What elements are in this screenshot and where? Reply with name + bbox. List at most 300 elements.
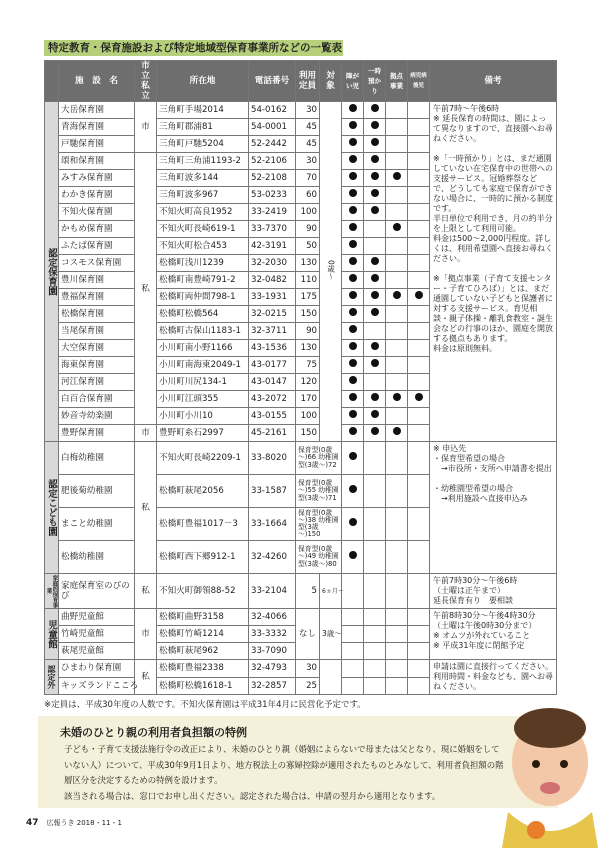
row19-svc-0 (342, 425, 364, 442)
facility-tel: 32-2030 (249, 255, 296, 272)
dot-mark (371, 291, 379, 299)
facility-name: 豊福保育園 (59, 289, 135, 306)
dot-mark (349, 138, 357, 146)
note-jido (430, 609, 557, 660)
facility-tel: 32-4066 (249, 609, 296, 626)
dot-mark (349, 104, 357, 112)
row10-svc-0 (342, 272, 364, 289)
note-other (430, 660, 557, 695)
facility-addr: 松橋町竹崎1214 (157, 626, 249, 643)
table-row (45, 574, 557, 609)
row7-svc-2 (386, 221, 408, 238)
facility-tel: 43-0155 (249, 408, 296, 425)
dot-mark (349, 172, 357, 180)
col-note: 備考 (430, 61, 557, 102)
facility-addr: 小川町小川10 (157, 408, 249, 425)
facility-cap: 30 (296, 153, 320, 170)
facility-tel: 32-0215 (249, 306, 296, 323)
facility-name: 家庭保育室のびのび (59, 574, 135, 609)
note-other-text: 申請は園に直接行ってください。利用時間・料金なども、園へお尋ねください。 (433, 662, 553, 691)
dot-mark (371, 308, 379, 316)
row10-svc-2 (386, 272, 408, 289)
row14-svc-1 (364, 340, 386, 357)
facility-cap: 130 (296, 255, 320, 272)
facility-addr: 不知火町松合453 (157, 238, 249, 255)
note-katei (430, 574, 557, 609)
pub-private: 私 (135, 153, 157, 425)
row8-svc-3 (408, 238, 430, 255)
facility-name: 戸馳保育園 (59, 136, 135, 153)
facility-tel: 32-4260 (249, 541, 296, 574)
dot-mark (349, 518, 357, 526)
facility-tel: 43-2072 (249, 391, 296, 408)
age-range (320, 102, 342, 442)
facility-addr: 松橋町南豊崎791-2 (157, 272, 249, 289)
facility-cap: 45 (296, 119, 320, 136)
facility-addr: 小川町江頭355 (157, 391, 249, 408)
kodomo0-svc-1 (364, 442, 386, 475)
facility-cap: なし (296, 609, 320, 660)
facility-cap: 110 (296, 272, 320, 289)
footnote: ※定員は、平成30年度の人数です。不知火保育園は平成31年4月に民営化予定です。 (44, 700, 366, 710)
facility-tel: 52-2106 (249, 153, 296, 170)
row11-svc-3 (408, 289, 430, 306)
row17-svc-2 (386, 391, 408, 408)
facility-name: 豊野保育園 (59, 425, 135, 442)
facility-cap: 170 (296, 391, 320, 408)
dot-mark (349, 121, 357, 129)
dot-mark (371, 172, 379, 180)
facility-name: 松橋幼稚園 (59, 541, 135, 574)
row17-svc-0 (342, 391, 364, 408)
facility-tel: 33-1587 (249, 475, 296, 508)
row10-svc-3 (408, 272, 430, 289)
facility-cap: 75 (296, 357, 320, 374)
row4-svc-2 (386, 170, 408, 187)
special-p1: 子ども・子育て支援法施行令の改正により、未婚のひとり親（婚姻によらないで母または父となり、現に婚姻をしていない人）について、平成30年9月1日より、地方税法上の寡婦控除が適用されたものとみなして、利用者負担額の階層区分を決定するための特例を設けます。 (64, 744, 504, 785)
facility-cap: 保育型(0歳～)38 幼稚園型(3歳～)150 (296, 508, 342, 541)
facility-cap: 30 (296, 102, 320, 119)
row11-svc-1 (364, 289, 386, 306)
jido2-svc-3 (408, 643, 430, 660)
dot-mark (371, 257, 379, 265)
row1-svc-1 (364, 119, 386, 136)
facility-tel: 32-4793 (249, 660, 296, 678)
kodomo2-svc-2 (386, 508, 408, 541)
facility-tel: 54-0001 (249, 119, 296, 136)
row3-svc-0 (342, 153, 364, 170)
pub-city: 市 (135, 425, 157, 442)
facility-cap: 60 (296, 187, 320, 204)
facility-addr: 不知火町長崎2209-1 (157, 442, 249, 475)
dot-mark (349, 206, 357, 214)
dot-mark (349, 359, 357, 367)
note-kodomo-text: ※ 申込先 ・保育型希望の場合 →市役所・支所へ申請書を提出 ・幼稚園型希望の場合 →利用施設へ直接申込み (433, 444, 552, 503)
facility-name: ひまわり保育園 (59, 660, 135, 678)
pub-private: 私 (135, 442, 157, 574)
row9-svc-3 (408, 255, 430, 272)
facility-tel: 33-1664 (249, 508, 296, 541)
row18-svc-0 (342, 408, 364, 425)
facility-name: 萩尾児童館 (59, 643, 135, 660)
row9-svc-1 (364, 255, 386, 272)
dot-mark (371, 427, 379, 435)
facility-tel: 33-3332 (249, 626, 296, 643)
row1-svc-0 (342, 119, 364, 136)
facility-table (44, 60, 557, 695)
facility-name: 不知火保育園 (59, 204, 135, 221)
dot-mark (349, 551, 357, 559)
kodomo1-svc-3 (408, 475, 430, 508)
dot-mark (349, 485, 357, 493)
dot-mark (393, 223, 401, 231)
facility-cap: 120 (296, 374, 320, 391)
kodomo1-svc-2 (386, 475, 408, 508)
dot-mark (393, 172, 401, 180)
age-range: 3歳～ (320, 609, 342, 660)
katei-svc-1 (364, 574, 386, 609)
facility-name: 当尾保育園 (59, 323, 135, 340)
facility-tel: 33-7370 (249, 221, 296, 238)
dot-mark (349, 223, 357, 231)
facility-name: みすみ保育園 (59, 170, 135, 187)
facility-name: 白梅幼稚園 (59, 442, 135, 475)
row15-svc-2 (386, 357, 408, 374)
dot-mark (393, 291, 401, 299)
facility-addr: 三角町郡浦81 (157, 119, 249, 136)
category-katei: 家庭的保育事業 (45, 574, 58, 608)
facility-addr: 小川町南小野1166 (157, 340, 249, 357)
row18-svc-3 (408, 408, 430, 425)
row6-svc-3 (408, 204, 430, 221)
facility-name: 青海保育園 (59, 119, 135, 136)
facility-cap: 70 (296, 170, 320, 187)
special-title: 未婚のひとり親の利用者負担額の特例 (60, 726, 247, 739)
other1-svc-3 (408, 677, 430, 695)
dot-mark (349, 393, 357, 401)
pub-city: 市 (135, 609, 157, 660)
row12-svc-1 (364, 306, 386, 323)
dot-mark (349, 410, 357, 418)
row6-svc-1 (364, 204, 386, 221)
facility-cap: 130 (296, 340, 320, 357)
facility-cap: 25 (296, 677, 320, 695)
dot-mark (371, 121, 379, 129)
other0-svc-2 (386, 660, 408, 678)
dot-mark (371, 410, 379, 418)
jido0-svc-1 (364, 609, 386, 626)
facility-name: かもめ保育園 (59, 221, 135, 238)
other0-svc-3 (408, 660, 430, 678)
jido1-svc-3 (408, 626, 430, 643)
dot-mark (349, 274, 357, 282)
age-range (320, 660, 342, 695)
facility-name: 頌和保育園 (59, 153, 135, 170)
facility-addr: 松橋町曲野3158 (157, 609, 249, 626)
facility-name: 肥後菊幼稚園 (59, 475, 135, 508)
jido2-svc-2 (386, 643, 408, 660)
row12-svc-3 (408, 306, 430, 323)
pub-private: 私 (135, 660, 157, 695)
facility-name: 海東保育園 (59, 357, 135, 374)
category-jidokan: 児童館 (45, 609, 59, 660)
row1-svc-2 (386, 119, 408, 136)
row7-svc-1 (364, 221, 386, 238)
facility-tel: 52-2442 (249, 136, 296, 153)
jido1-svc-2 (386, 626, 408, 643)
header-row (45, 61, 557, 102)
facility-name: 竹崎児童館 (59, 626, 135, 643)
katei-svc-0 (342, 574, 364, 609)
facility-cap: 45 (296, 136, 320, 153)
col-name: 施 設 名 (59, 61, 135, 102)
facility-name: 豊川保育園 (59, 272, 135, 289)
pub-private: 私 (135, 574, 157, 609)
table-title: 特定教育・保育施設および特定地域型保育事業所などの一覧表 (44, 40, 343, 56)
facility-addr: 豊野町糸石2997 (157, 425, 249, 442)
dot-mark (393, 393, 401, 401)
jido2-svc-0 (342, 643, 364, 660)
kodomo3-svc-3 (408, 541, 430, 574)
jido1-svc-1 (364, 626, 386, 643)
facility-addr: 三角町波多144 (157, 170, 249, 187)
facility-name: 大岳保育園 (59, 102, 135, 119)
row1-svc-3 (408, 119, 430, 136)
row0-svc-2 (386, 102, 408, 119)
facility-addr: 三角町戸馳5204 (157, 136, 249, 153)
row2-svc-0 (342, 136, 364, 153)
row3-svc-2 (386, 153, 408, 170)
facility-addr: 松橋町萩尾2056 (157, 475, 249, 508)
facility-addr: 不知火町長崎619-1 (157, 221, 249, 238)
facility-addr: 松橋町西下郷912-1 (157, 541, 249, 574)
facility-name: わかき保育園 (59, 187, 135, 204)
dot-mark (415, 393, 423, 401)
row8-svc-0 (342, 238, 364, 255)
dot-mark (349, 291, 357, 299)
row16-svc-3 (408, 374, 430, 391)
dot-mark (371, 138, 379, 146)
row8-svc-2 (386, 238, 408, 255)
note-hoikuen (430, 102, 557, 442)
facility-addr: 松橋町松橋564 (157, 306, 249, 323)
facility-tel: 53-0233 (249, 187, 296, 204)
katei-svc-2 (386, 574, 408, 609)
row11-svc-0 (342, 289, 364, 306)
kodomo3-svc-0 (342, 541, 364, 574)
facility-cap: 100 (296, 204, 320, 221)
facility-cap: 175 (296, 289, 320, 306)
row11-svc-2 (386, 289, 408, 306)
row17-svc-1 (364, 391, 386, 408)
row16-svc-0 (342, 374, 364, 391)
other1-svc-1 (364, 677, 386, 695)
facility-name: ふたば保育園 (59, 238, 135, 255)
dot-mark (371, 206, 379, 214)
table-row (45, 660, 557, 678)
facility-cap: 90 (296, 323, 320, 340)
row3-svc-3 (408, 153, 430, 170)
facility-addr: 不知火町御領88-52 (157, 574, 249, 609)
other0-svc-1 (364, 660, 386, 678)
row18-svc-1 (364, 408, 386, 425)
page-number: 47 (26, 818, 39, 828)
facility-name: 白百合保育園 (59, 391, 135, 408)
facility-tel: 33-1931 (249, 289, 296, 306)
facility-tel: 52-2108 (249, 170, 296, 187)
note-katei-text: 午前7時30分～午後6時 （土曜は正午まで） 延長保育有り 要相談 (433, 576, 518, 605)
row13-svc-1 (364, 323, 386, 340)
jido2-svc-1 (364, 643, 386, 660)
row15-svc-0 (342, 357, 364, 374)
dot-mark (349, 325, 357, 333)
row16-svc-2 (386, 374, 408, 391)
issue-label: 広報うき 2018・11・1 (46, 819, 122, 827)
row4-svc-0 (342, 170, 364, 187)
dot-mark (349, 427, 357, 435)
age-label: 6ヵ月～ (322, 587, 344, 595)
facility-addr: 松橋町豊福1017－3 (157, 508, 249, 541)
facility-addr: 松橋町浅川1239 (157, 255, 249, 272)
row4-svc-3 (408, 170, 430, 187)
facility-addr: 松橋町両仲間798-1 (157, 289, 249, 306)
col-age: 対象 (320, 61, 342, 102)
facility-addr: 松橋町萩尾962 (157, 643, 249, 660)
facility-addr: 小川町南海東2049-1 (157, 357, 249, 374)
row2-svc-2 (386, 136, 408, 153)
row14-svc-3 (408, 340, 430, 357)
dot-mark (349, 376, 357, 384)
facility-name: 妙音寺幼楽園 (59, 408, 135, 425)
facility-name: まこと幼稚園 (59, 508, 135, 541)
jido1-svc-0 (342, 626, 364, 643)
row14-svc-0 (342, 340, 364, 357)
baby-illustration (498, 700, 598, 848)
facility-tel: 43-0147 (249, 374, 296, 391)
row5-svc-2 (386, 187, 408, 204)
row5-svc-3 (408, 187, 430, 204)
row15-svc-1 (364, 357, 386, 374)
katei-svc-3 (408, 574, 430, 609)
row12-svc-2 (386, 306, 408, 323)
age-range (320, 574, 342, 609)
kodomo3-svc-2 (386, 541, 408, 574)
row19-svc-2 (386, 425, 408, 442)
kodomo2-svc-3 (408, 508, 430, 541)
kodomo0-svc-3 (408, 442, 430, 475)
row9-svc-0 (342, 255, 364, 272)
jido0-svc-3 (408, 609, 430, 626)
other1-svc-2 (386, 677, 408, 695)
facility-name: 大空保育園 (59, 340, 135, 357)
special-box (38, 716, 558, 808)
table-row (45, 102, 557, 119)
row0-svc-0 (342, 102, 364, 119)
facility-cap: 保育型(0歳～)66 幼稚園型(3歳～)72 (296, 442, 342, 475)
row15-svc-3 (408, 357, 430, 374)
kodomo2-svc-0 (342, 508, 364, 541)
facility-addr: 三角町波多967 (157, 187, 249, 204)
row13-svc-0 (342, 323, 364, 340)
category-hoikuen: 認定保育園 (45, 102, 59, 442)
row19-svc-3 (408, 425, 430, 442)
table-row (45, 609, 557, 626)
facility-name: 曲野児童館 (59, 609, 135, 626)
pub-city: 市 (135, 102, 157, 153)
special-text (64, 742, 504, 804)
dot-mark (349, 308, 357, 316)
row14-svc-2 (386, 340, 408, 357)
facility-addr: 三角町手場2014 (157, 102, 249, 119)
dot-mark (349, 240, 357, 248)
row0-svc-3 (408, 102, 430, 119)
facility-tel: 33-7090 (249, 643, 296, 660)
facility-tel: 32-2857 (249, 677, 296, 695)
facility-name: 松橋保育園 (59, 306, 135, 323)
facility-cap: 5 (296, 574, 320, 609)
row5-svc-1 (364, 187, 386, 204)
facility-name: キッズランドこころ (59, 677, 135, 695)
dot-mark (349, 155, 357, 163)
kodomo0-svc-0 (342, 442, 364, 475)
col-addr: 所在地 (157, 61, 249, 102)
row0-svc-1 (364, 102, 386, 119)
row17-svc-3 (408, 391, 430, 408)
facility-cap: 保育型(0歳～)55 幼稚園型(3歳～)71 (296, 475, 342, 508)
page-footer (26, 818, 122, 828)
row7-svc-0 (342, 221, 364, 238)
category-kodomoen: 認定こども園 (45, 442, 59, 574)
dot-mark (371, 104, 379, 112)
kodomo3-svc-1 (364, 541, 386, 574)
facility-addr: 松橋町松橋1618-1 (157, 677, 249, 695)
category-other: 認定外 (45, 660, 59, 695)
dot-mark (415, 291, 423, 299)
facility-tel: 45-2161 (249, 425, 296, 442)
col-cap: 利用定員 (296, 61, 320, 102)
row7-svc-3 (408, 221, 430, 238)
facility-tel: 43-1536 (249, 340, 296, 357)
row6-svc-2 (386, 204, 408, 221)
row10-svc-1 (364, 272, 386, 289)
row9-svc-2 (386, 255, 408, 272)
facility-cap: 150 (296, 306, 320, 323)
dot-mark (371, 359, 379, 367)
row16-svc-1 (364, 374, 386, 391)
row13-svc-2 (386, 323, 408, 340)
other0-svc-0 (342, 660, 364, 678)
facility-tel: 43-0177 (249, 357, 296, 374)
facility-cap: 30 (296, 660, 320, 678)
dot-mark (371, 155, 379, 163)
row5-svc-0 (342, 187, 364, 204)
facility-cap: 保育型(0歳～)49 幼稚園型(3歳～)80 (296, 541, 342, 574)
dot-mark (393, 427, 401, 435)
other1-svc-0 (342, 677, 364, 695)
note-hoikuen-text: 午前7時～午後6時 ※ 延長保育の時間は、園によって異なりますので、直接園へお尋ねください。 ※「一時預かり」とは、まだ通園していない在宅保育中の世帯への支援サービス。冠婚葬祭などで、どうしても家庭で保育ができない場合に、一時的に預かる制度です。 半日単位で利用でき、月の約半分を上限として利用可能。 料金は500～2,000円程度。詳しくは、利用希望園へ直接お尋ねください。 ※「拠点事業（子育て支援センター・子育てひろば）」とは、まだ通園していない子どもと保護者に対する支援サービス。育児相談・親子体操・離乳食教室・誕生会などの行事のほか、園庭を開放する拠点もあります。 料金は原則無料。 (433, 104, 553, 353)
dot-mark (371, 342, 379, 350)
facility-tel: 33-2104 (249, 574, 296, 609)
facility-addr: 小川町川尻134-1 (157, 374, 249, 391)
kodomo0-svc-2 (386, 442, 408, 475)
facility-tel: 32-0482 (249, 272, 296, 289)
row8-svc-1 (364, 238, 386, 255)
facility-cap: 90 (296, 221, 320, 238)
row3-svc-1 (364, 153, 386, 170)
dot-mark (371, 393, 379, 401)
col-pub: 市立私立 (135, 61, 157, 102)
facility-addr: 松橋町豊福2338 (157, 660, 249, 678)
